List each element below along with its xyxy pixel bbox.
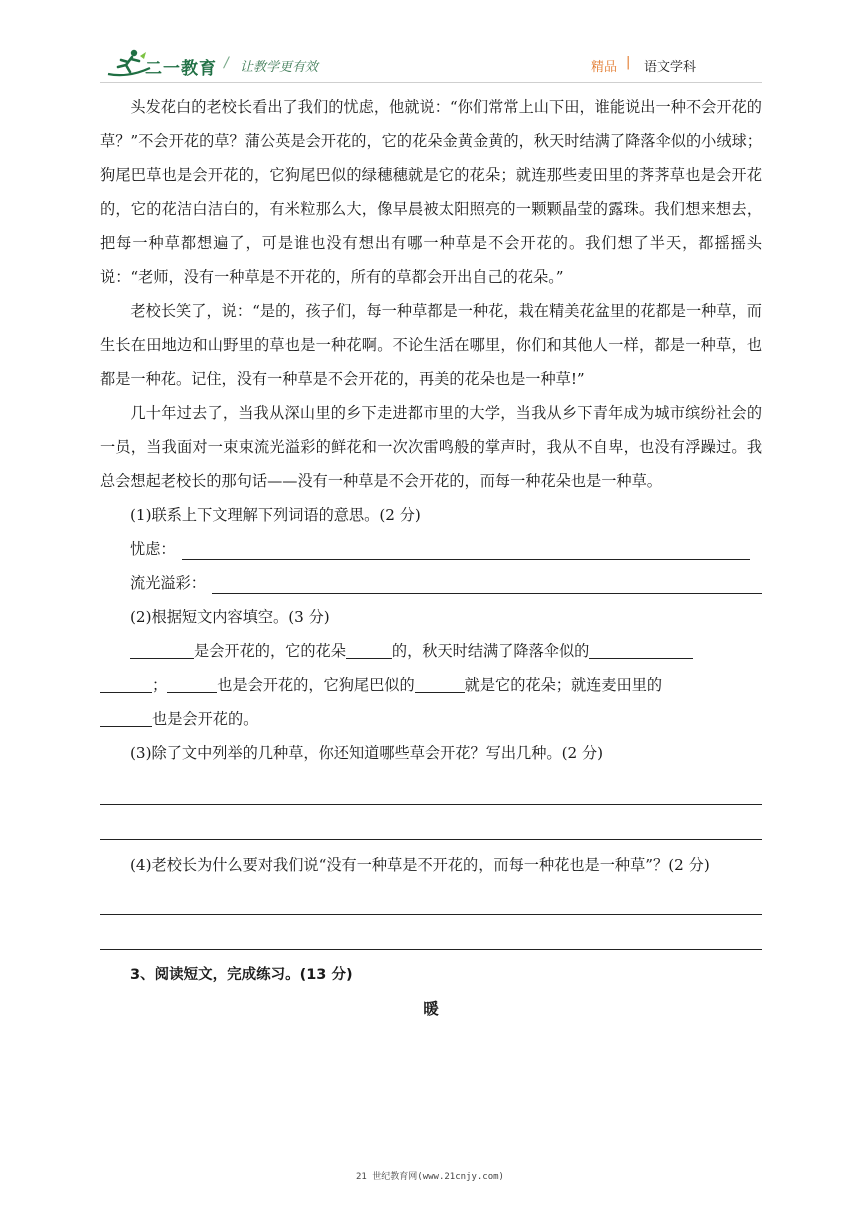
q1-answer-row-2 [100, 566, 762, 600]
q2-text: 也是会开花的，它狗尾巴似的 [217, 676, 415, 694]
badge-separator: | [626, 55, 631, 70]
quality-badge: 精品 [591, 60, 618, 75]
header-divider: / [224, 55, 229, 71]
fill-blank[interactable] [167, 674, 217, 693]
q2-fill-text [100, 634, 762, 668]
q2-fill-text [100, 668, 762, 702]
question-4: (4)老校长为什么要对我们说“没有一种草是不开花的，而每一种花也是一种草”？(2 分) [130, 856, 710, 874]
q4-answer-line[interactable] [100, 915, 762, 950]
page-footer: 21 世纪教育网(www.21cnjy.com) [356, 1172, 504, 1182]
document-body [100, 90, 762, 1026]
fill-blank[interactable] [100, 708, 152, 727]
fill-blank[interactable] [130, 640, 194, 659]
q2-text: 也是会开花的。 [152, 710, 259, 728]
q1-term-label: 忧虑： [130, 540, 176, 558]
q2-fill-text [100, 702, 762, 736]
header-rule [100, 82, 762, 83]
page-header [0, 0, 860, 80]
story-paragraph-2: 老校长笑了，说：“是的，孩子们，每一种草都是一种花，栽在精美花盆里的花都是一种草，而生长在田地边和山野里的草也是一种花啊。不论生活在哪里，你们和其他人一样，都是一种草，也都是一种花。记住，没有一种草是不会开花的，再美的花朵也是一种草!” [100, 302, 762, 388]
q2-text: 就是它的花朵；就连麦田里的 [464, 676, 663, 694]
q2-text: 是会开花的，它的花朵 [194, 642, 346, 660]
story-title: 暖 [423, 1000, 439, 1018]
q4-answer-line[interactable] [100, 882, 762, 915]
q1-answer-line[interactable] [182, 537, 750, 560]
question-1: (1)联系上下文理解下列词语的意思。(2 分) [130, 506, 421, 524]
story-paragraph-1: 头发花白的老校长看出了我们的忧虑，他就说：“你们常常上山下田，谁能说出一种不会开花的草？”不会开花的草？蒲公英是会开花的，它的花朵金黄金黄的，秋天时结满了降落伞似的小绒球；狗尾巴草也是会开花的，它狗尾巴似的绿穗穗就是它的花朵；就连那些麦田里的荠荠草也是会开花的，它的花洁白洁白的，有米粒那么大，像早晨被太阳照亮的一颗颗晶莹的露珠。我们想来想去，把每一种草都想遍了，可是谁也没有想出有哪一种草是不会开花的。我们想了半天，都摇摇头说：“老师，没有一种草是不开花的，所有的草都会开出自己的花朵。” [100, 98, 762, 286]
brand-name: 二一教育 [145, 59, 217, 79]
fill-blank[interactable] [346, 640, 392, 659]
question-2: (2)根据短文内容填空。(3 分) [130, 608, 330, 626]
fill-blank[interactable] [415, 674, 465, 693]
fill-blank[interactable] [589, 640, 693, 659]
q1-answer-line[interactable] [212, 571, 762, 594]
q1-answer-row-1 [100, 532, 762, 566]
q3-answer-line[interactable] [100, 770, 762, 805]
q3-answer-line[interactable] [100, 805, 762, 840]
fill-blank[interactable] [100, 674, 152, 693]
question-3: (3)除了文中列举的几种草，你还知道哪些草会开花？写出几种。(2 分) [130, 744, 604, 762]
brand-slogan: 让教学更有效 [240, 60, 319, 75]
subject-badge: 语文学科 [644, 60, 697, 75]
q2-text: 的，秋天时结满了降落伞似的 [391, 642, 590, 660]
q2-text: ； [152, 676, 168, 694]
q1-term-label: 流光溢彩： [130, 574, 206, 592]
section-3-heading: 3、阅读短文，完成练习。(13 分) [130, 967, 353, 983]
story-paragraph-3: 几十年过去了，当我从深山里的乡下走进都市里的大学，当我从乡下青年成为城市缤纷社会的一员，当我面对一束束流光溢彩的鲜花和一次次雷鸣般的掌声时，我从不自卑，也没有浮躁过。我总会想起老校长的那句话——没有一种草是不会开花的，而每一种花朵也是一种草。 [100, 404, 762, 490]
